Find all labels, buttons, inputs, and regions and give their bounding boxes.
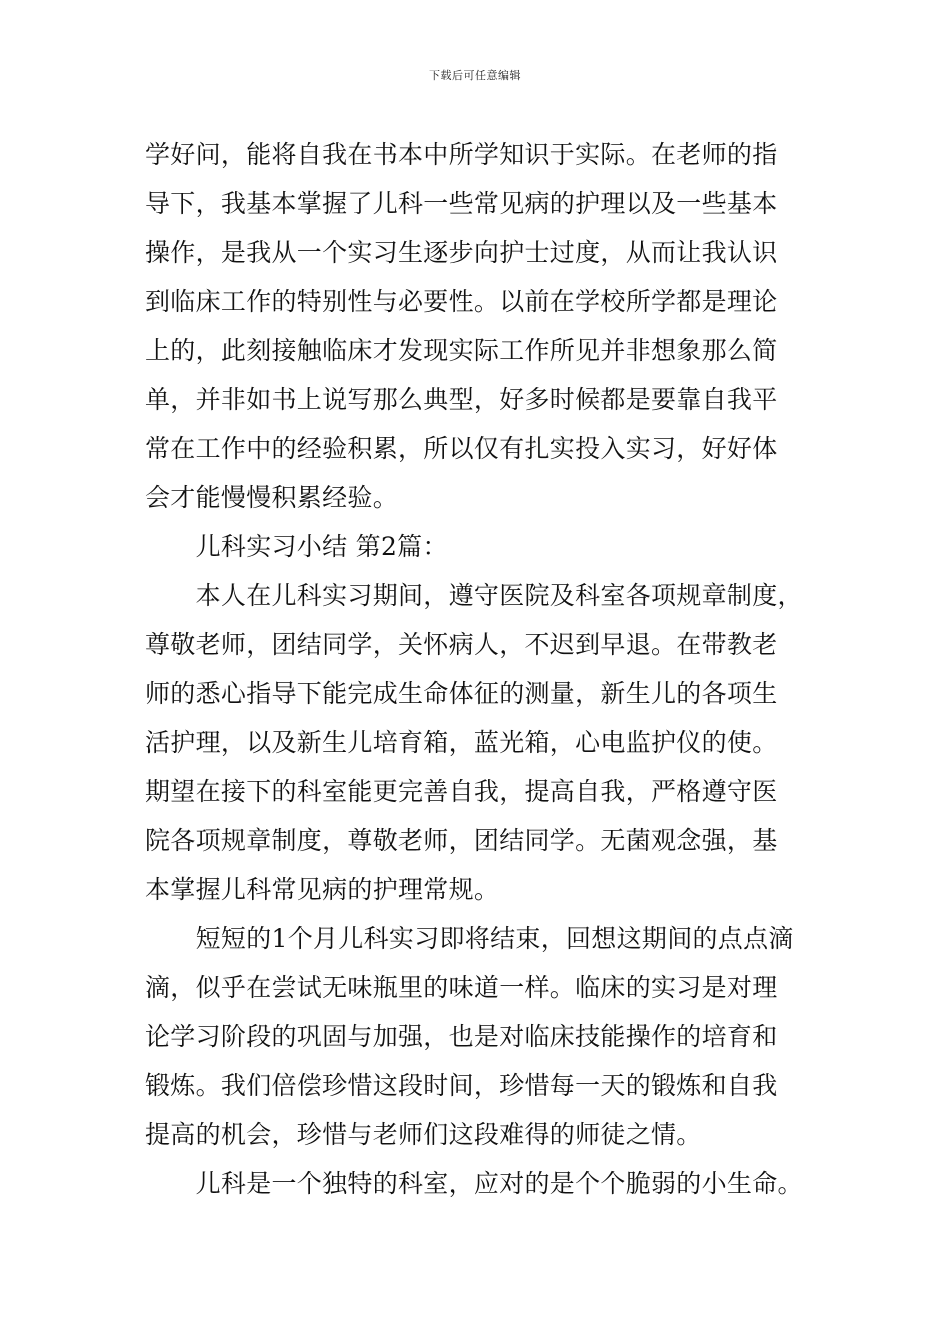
text-line: 尊敬老师，团结同学，关怀病人，不迟到早退。在带教老	[145, 630, 778, 659]
section-heading: 儿科实习小结 第2篇：	[145, 532, 448, 561]
text-line: 活护理，以及新生儿培育箱，蓝光箱，心电监护仪的使。	[145, 728, 778, 757]
text-line: 学好问，能将自我在书本中所学知识于实际。在老师的指	[145, 140, 778, 169]
text-line: 上的，此刻接触临床才发现实际工作所见并非想象那么简	[145, 336, 778, 365]
text-line: 导下，我基本掌握了儿科一些常见病的护理以及一些基本	[145, 189, 778, 218]
text-line: 论学习阶段的巩固与加强，也是对临床技能操作的培育和	[145, 1022, 778, 1051]
text-line: 到临床工作的特别性与必要性。以前在学校所学都是理论	[145, 287, 778, 316]
text-line: 常在工作中的经验积累，所以仅有扎实投入实习，好好体	[145, 434, 778, 463]
text-line: 本掌握儿科常见病的护理常规。	[145, 875, 500, 904]
text-line: 儿科是一个独特的科室，应对的是个个脆弱的小生命。	[145, 1169, 803, 1198]
text-line: 单，并非如书上说写那么典型，好多时候都是要靠自我平	[145, 385, 778, 414]
page-header-note: 下载后可任意编辑	[429, 69, 521, 82]
document-body	[145, 130, 825, 1208]
text-line: 会才能慢慢积累经验。	[145, 483, 399, 512]
text-line: 提高的机会，珍惜与老师们这段难得的师徒之情。	[145, 1120, 702, 1149]
text-line: 短短的1个月儿科实习即将结束，回想这期间的点点滴	[145, 924, 794, 953]
text-line: 锻炼。我们倍偿珍惜这段时间，珍惜每一天的锻炼和自我	[145, 1071, 778, 1100]
text-line: 滴，似乎在尝试无味瓶里的味道一样。临床的实习是对理	[145, 973, 778, 1002]
text-line: 操作，是我从一个实习生逐步向护士过度，从而让我认识	[145, 238, 778, 267]
text-line: 本人在儿科实习期间，遵守医院及科室各项规章制度，	[145, 581, 803, 610]
text-line: 师的悉心指导下能完成生命体征的测量，新生儿的各项生	[145, 679, 778, 708]
text-line: 院各项规章制度，尊敬老师，团结同学。无菌观念强，基	[145, 826, 778, 855]
text-line: 期望在接下的科室能更完善自我，提高自我，严格遵守医	[145, 777, 778, 806]
